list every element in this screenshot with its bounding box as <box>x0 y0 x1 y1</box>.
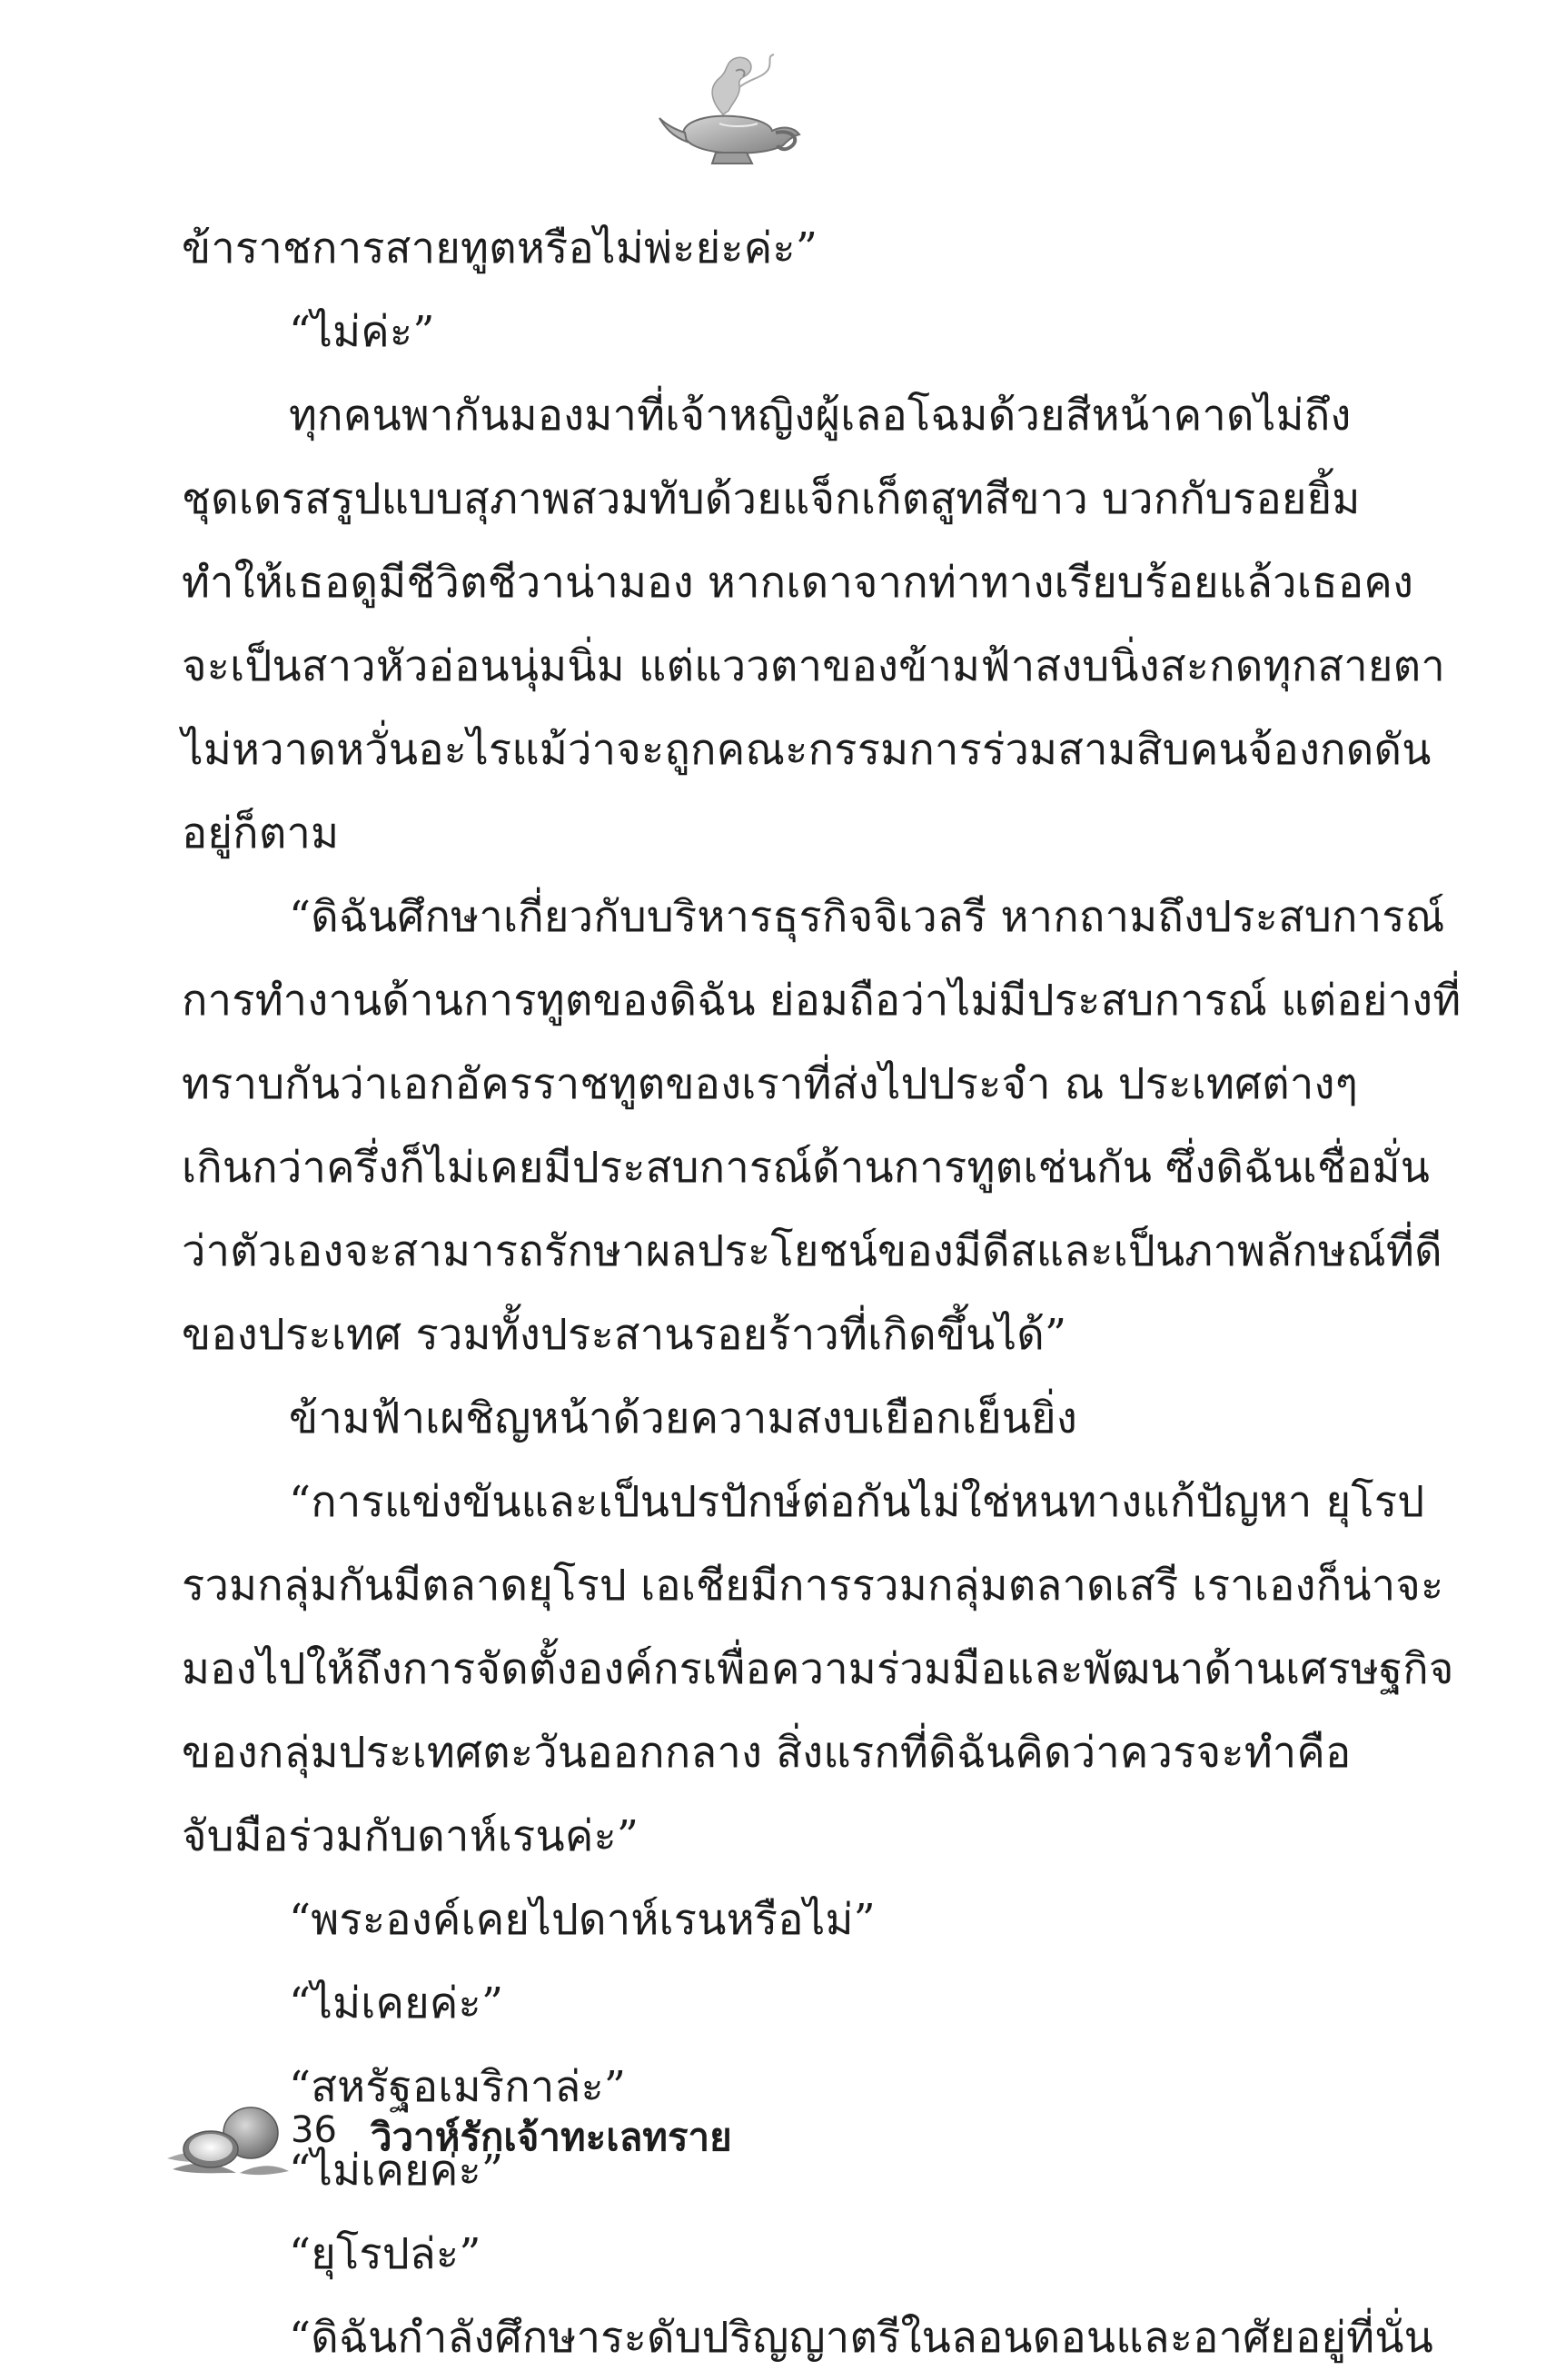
text-line: ชุดเดรสรูปแบบสุภาพสวมทับด้วยแจ็กเก็ตสูทสีขาว บวกกับรอยยิ้ม <box>182 474 1361 524</box>
text-line: “พระองค์เคยไปดาห์เรนหรือไม่” <box>289 1895 876 1945</box>
book-title: วิวาห์รักเจ้าทะเลทราย <box>371 2115 732 2159</box>
text-line: “ไม่ค่ะ” <box>289 307 435 357</box>
text-line: ทราบกันว่าเอกอัครราชทูตของเราที่ส่งไปประจำ ณ ประเทศต่างๆ <box>182 1059 1359 1109</box>
text-line: ข้าราชการสายทูตหรือไม่พ่ะย่ะค่ะ” <box>182 223 818 273</box>
text-line: อยู่ก็ตาม <box>182 808 340 858</box>
page-footer <box>164 2086 799 2186</box>
text-line: จะเป็นสาวหัวอ่อนนุ่มนิ่ม แต่แววตาของข้ามฟ้าสงบนิ่งสะกดทุกสายตา <box>182 641 1445 691</box>
text-line: การทำงานด้านการทูตของดิฉัน ย่อมถือว่าไม่มีประสบการณ์ แต่อย่างที่ <box>182 976 1462 1026</box>
text-line: “ดิฉันกำลังศึกษาระดับปริญญาตรีในลอนดอนและอาศัยอยู่ที่นั่น <box>289 2313 1433 2363</box>
text-line: จับมือร่วมกับดาห์เรนค่ะ” <box>182 1811 639 1861</box>
text-line: “ไม่เคยค่ะ” <box>289 2146 504 2196</box>
coconut-icon <box>164 2086 291 2186</box>
text-line: ทำให้เธอดูมีชีวิตชีวาน่ามอง หากเดาจากท่าทางเรียบร้อยแล้วเธอคง <box>182 558 1414 608</box>
text-line: ของกลุ่มประเทศตะวันออกกลาง สิ่งแรกที่ดิฉันคิดว่าควรจะทำคือ <box>182 1728 1352 1778</box>
text-line: มองไปให้ถึงการจัดตั้งองค์กรเพื่อความร่วมมือและพัฒนาด้านเศรษฐกิจ <box>182 1644 1454 1694</box>
text-line: “ดิฉันศึกษาเกี่ยวกับบริหารธุรกิจจิเวลรี หากถามถึงประสบการณ์ <box>289 892 1445 942</box>
text-line: ไม่หวาดหวั่นอะไรแม้ว่าจะถูกคณะกรรมการร่วมสามสิบคนจ้องกดดัน <box>182 725 1432 775</box>
text-line: “สหรัฐอเมริกาล่ะ” <box>289 2062 627 2112</box>
text-line: “ไม่เคยค่ะ” <box>289 1978 504 2028</box>
page-number: 36 <box>291 2109 337 2151</box>
text-line: ว่าตัวเองจะสามารถรักษาผลประโยชน์ของมีดีสและเป็นภาพลักษณ์ที่ดี <box>182 1226 1442 1276</box>
genie-lamp-icon <box>656 51 810 169</box>
text-line: รวมกลุ่มกันมีตลาดยุโรป เอเชียมีการรวมกลุ่มตลาดเสรี เราเองก็น่าจะ <box>182 1561 1444 1611</box>
text-line: ของประเทศ รวมทั้งประสานรอยร้าวที่เกิดขึ้นได้” <box>182 1310 1067 1360</box>
text-line: “การแข่งขันและเป็นปรปักษ์ต่อกันไม่ใช่หนทางแก้ปัญหา ยุโรป <box>289 1477 1425 1527</box>
text-line: “ยุโรปล่ะ” <box>289 2229 481 2279</box>
text-line: เกินกว่าครึ่งก็ไม่เคยมีประสบการณ์ด้านการทูตเช่นกัน ซึ่งดิฉันเชื่อมั่น <box>182 1143 1431 1193</box>
text-line: ทุกคนพากันมองมาที่เจ้าหญิงผู้เลอโฉมด้วยสีหน้าคาดไม่ถึง <box>289 391 1352 441</box>
text-line: ข้ามฟ้าเผชิญหน้าด้วยความสงบเยือกเย็นยิ่ง <box>289 1393 1078 1443</box>
page-body <box>182 207 1462 2380</box>
